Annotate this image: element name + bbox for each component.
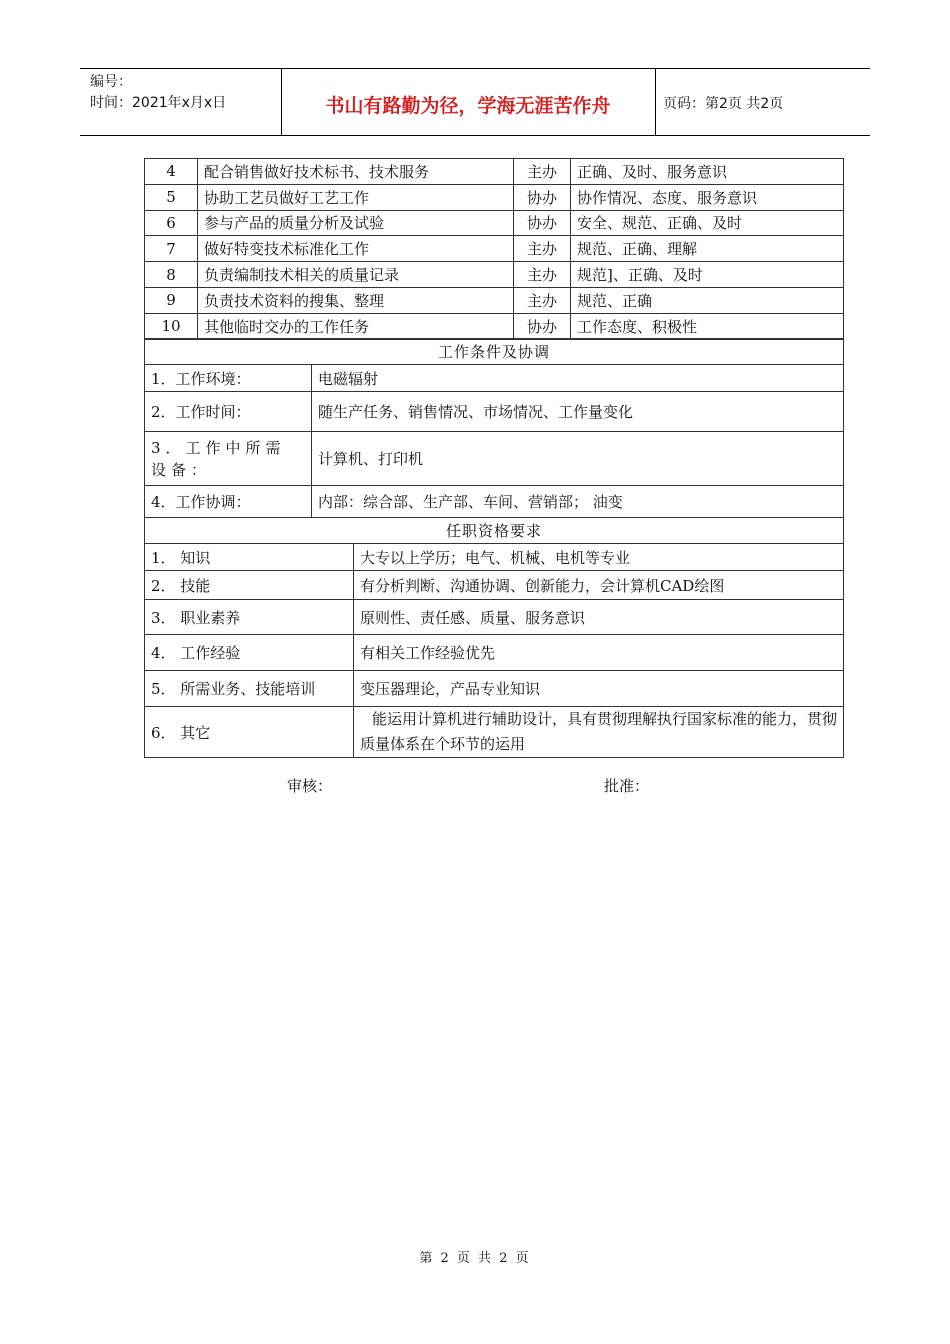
duty-number: 9 [145, 287, 198, 313]
condition-label: 1．工作环境： [145, 365, 312, 392]
qualification-label: 6． 其它 [145, 707, 354, 758]
header-motto: 书山有路勤为径，学海无涯苦作舟 [325, 95, 611, 117]
duty-standard: 正确、及时、服务意识 [571, 159, 844, 185]
condition-label: 4．工作协调： [145, 486, 312, 518]
qualification-value: 大专以上学历；电气、机械、电机等专业 [354, 544, 844, 571]
condition-value: 内部：综合部、生产部、车间、营销部； 油变 [312, 486, 844, 518]
qualification-value: 变压器理论，产品专业知识 [354, 671, 844, 707]
duty-standard: 规范、正确、理解 [571, 236, 844, 262]
approve-label: 批准： [604, 777, 650, 795]
qualification-label: 4． 工作经验 [145, 635, 354, 671]
duty-standard: 协作情况、态度、服务意识 [571, 184, 844, 210]
duty-role: 协办 [514, 210, 571, 236]
duty-role: 协办 [514, 184, 571, 210]
condition-value: 计算机、打印机 [312, 432, 844, 486]
duty-role: 主办 [514, 236, 571, 262]
duty-number: 4 [145, 159, 198, 185]
qualifications-section-title: 任职资格要求 [145, 518, 844, 544]
table-row [145, 707, 844, 758]
table-row [145, 262, 844, 288]
section-title-row [145, 518, 844, 544]
table-row [145, 159, 844, 185]
header-page-info: 页码：第2页 共2页 [663, 96, 784, 112]
duty-number: 8 [145, 262, 198, 288]
qualification-value: 能运用计算机进行辅助设计，具有贯彻理解执行国家标准的能力，贯彻质量体系在个环节的运用 [354, 707, 844, 758]
duties-table [144, 158, 844, 340]
page-header [80, 68, 870, 136]
table-row [145, 210, 844, 236]
duty-number: 7 [145, 236, 198, 262]
duty-role: 协办 [514, 313, 571, 339]
duty-task: 做好特变技术标准化工作 [198, 236, 514, 262]
duty-task: 其他临时交办的工作任务 [198, 313, 514, 339]
section-title-row [145, 339, 844, 365]
table-row [145, 600, 844, 635]
qualification-label: 3． 职业素养 [145, 600, 354, 635]
document-time: 时间：2021年x月x日 [90, 95, 227, 111]
condition-value: 电磁辐射 [312, 365, 844, 392]
duty-task: 配合销售做好技术标书、技术服务 [198, 159, 514, 185]
qualification-value: 有相关工作经验优先 [354, 635, 844, 671]
condition-value: 随生产任务、销售情况、市场情况、工作量变化 [312, 392, 844, 432]
duty-task: 参与产品的质量分析及试验 [198, 210, 514, 236]
duty-role: 主办 [514, 262, 571, 288]
table-row [145, 671, 844, 707]
review-label: 审核： [287, 777, 333, 795]
header-meta [90, 72, 226, 114]
qualification-value: 原则性、责任感、质量、服务意识 [354, 600, 844, 635]
table-row [145, 432, 844, 486]
table-row [145, 635, 844, 671]
duty-standard: 规范]、正确、及时 [571, 262, 844, 288]
duty-standard: 规范、正确 [571, 287, 844, 313]
page-footer: 第 2 页 共 2 页 [419, 1251, 531, 1266]
qualification-label: 5． 所需业务、技能培训 [145, 671, 354, 707]
table-row [145, 313, 844, 339]
duty-task: 负责编制技术相关的质量记录 [198, 262, 514, 288]
qualification-label: 1． 知识 [145, 544, 354, 571]
header-divider [655, 69, 656, 135]
duty-standard: 安全、规范、正确、及时 [571, 210, 844, 236]
table-row [145, 544, 844, 571]
conditions-section-title: 工作条件及协调 [145, 339, 844, 365]
duty-number: 6 [145, 210, 198, 236]
document-code-label: 编号： [90, 74, 132, 90]
table-row [145, 365, 844, 392]
table-row [145, 392, 844, 432]
table-row [145, 486, 844, 518]
duty-role: 主办 [514, 287, 571, 313]
duty-standard: 工作态度、积极性 [571, 313, 844, 339]
condition-label: 2．工作时间： [145, 392, 312, 432]
table-row [145, 184, 844, 210]
duty-number: 5 [145, 184, 198, 210]
duty-task: 协助工艺员做好工艺工作 [198, 184, 514, 210]
condition-label: 3．工作中所需设备： [145, 432, 312, 486]
qualification-label: 2． 技能 [145, 571, 354, 600]
qualification-value: 有分析判断、沟通协调、创新能力，会计算机CAD绘图 [354, 571, 844, 600]
table-row [145, 571, 844, 600]
work-conditions-table [144, 338, 844, 518]
table-row [145, 236, 844, 262]
duty-role: 主办 [514, 159, 571, 185]
duty-number: 10 [145, 313, 198, 339]
duty-task: 负责技术资料的搜集、整理 [198, 287, 514, 313]
qualifications-table [144, 517, 844, 758]
table-row [145, 287, 844, 313]
